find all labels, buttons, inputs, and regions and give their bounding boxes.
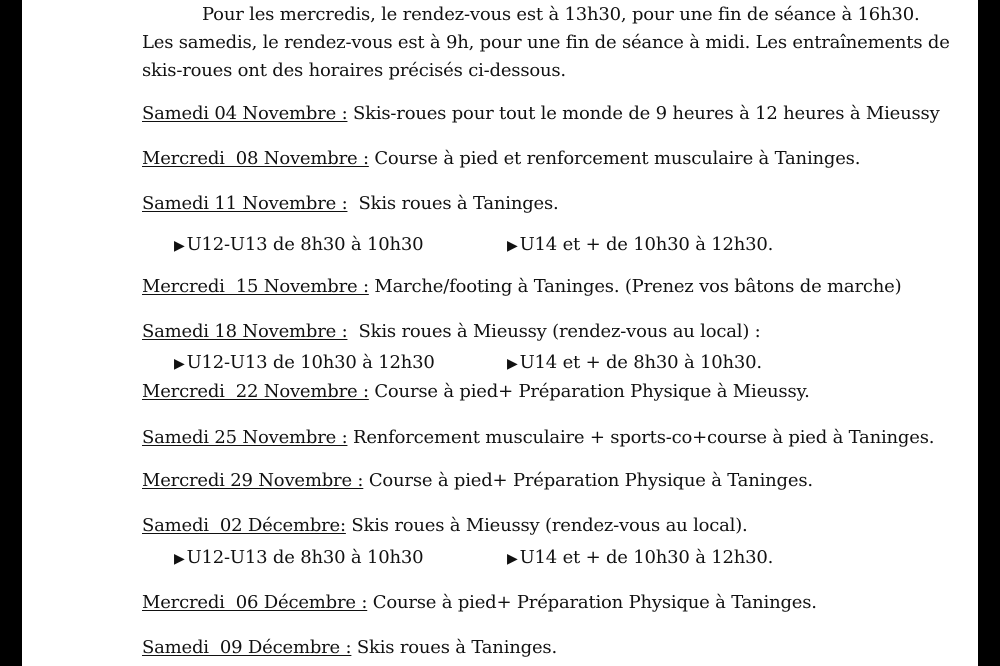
intro-line-3: skis-roues ont des horaires précisés ci-dessous. <box>142 60 566 81</box>
schedule-text: Course à pied+ Préparation Physique à Mieussy. <box>368 381 810 402</box>
schedule-entry <box>142 103 940 125</box>
triangle-right-icon: ▶ <box>174 551 185 567</box>
schedule-day: Mercredi 08 Novembre : <box>142 148 369 169</box>
group-item: ▶ U12-U13 de 10h30 à 12h30 <box>174 352 435 373</box>
schedule-day: Mercredi 15 Novembre : <box>142 276 369 297</box>
schedule-day: Samedi 18 Novembre : <box>142 321 348 342</box>
schedule-day: Samedi 04 Novembre : <box>142 103 348 124</box>
schedule-entry <box>142 148 860 170</box>
schedule-text: Marche/footing à Taninges. (Prenez vos bâtons de marche) <box>368 276 902 297</box>
triangle-right-icon: ▶ <box>174 238 185 254</box>
schedule-day: Samedi 11 Novembre : <box>142 193 348 214</box>
schedule-entry <box>142 321 761 343</box>
schedule-text: Skis roues à Mieussy (rendez-vous au local) : <box>347 321 761 342</box>
schedule-day: Samedi 09 Décembre : <box>142 637 352 658</box>
schedule-text: Skis roues à Taninges. <box>347 193 559 214</box>
schedule-entry <box>142 276 901 298</box>
document-page <box>22 0 978 666</box>
schedule-entry <box>142 637 557 659</box>
schedule-text: Skis-roues pour tout le monde de 9 heures à 12 heures à Mieussy <box>347 103 940 124</box>
triangle-right-icon: ▶ <box>507 551 518 567</box>
schedule-entry <box>142 381 810 403</box>
schedule-entry <box>142 193 559 215</box>
schedule-text: Course à pied+ Préparation Physique à Taninges. <box>367 592 817 613</box>
schedule-entry <box>142 427 934 449</box>
group-item: ▶ U12-U13 de 8h30 à 10h30 <box>174 547 424 568</box>
schedule-day: Mercredi 22 Novembre : <box>142 381 369 402</box>
schedule-day: Mercredi 06 Décembre : <box>142 592 368 613</box>
group-item: ▶ U12-U13 de 8h30 à 10h30 <box>174 234 424 255</box>
group-item: ▶ U14 et + de 10h30 à 12h30. <box>507 234 774 255</box>
schedule-day: Mercredi 29 Novembre : <box>142 470 364 491</box>
schedule-text: Course à pied et renforcement musculaire à Taninges. <box>368 148 861 169</box>
schedule-day: Samedi 02 Décembre: <box>142 515 346 536</box>
intro-line-1: Pour les mercredis, le rendez-vous est à 13h30, pour une fin de séance à 16h30. <box>202 4 920 25</box>
schedule-text: Skis roues à Mieussy (rendez-vous au local). <box>345 515 748 536</box>
intro-line-2: Les samedis, le rendez-vous est à 9h, pour une fin de séance à midi. Les entraînements de <box>142 32 950 53</box>
schedule-entry <box>142 515 748 537</box>
schedule-entry <box>142 592 817 614</box>
schedule-text: Renforcement musculaire + sports-co+course à pied à Taninges. <box>347 427 935 448</box>
schedule-text: Skis roues à Taninges. <box>351 637 557 658</box>
schedule-text: Course à pied+ Préparation Physique à Taninges. <box>363 470 813 491</box>
triangle-right-icon: ▶ <box>174 356 185 372</box>
group-item: ▶ U14 et + de 8h30 à 10h30. <box>507 352 762 373</box>
schedule-day: Samedi 25 Novembre : <box>142 427 348 448</box>
schedule-entry <box>142 470 813 492</box>
triangle-right-icon: ▶ <box>507 356 518 372</box>
triangle-right-icon: ▶ <box>507 238 518 254</box>
group-item: ▶ U14 et + de 10h30 à 12h30. <box>507 547 774 568</box>
